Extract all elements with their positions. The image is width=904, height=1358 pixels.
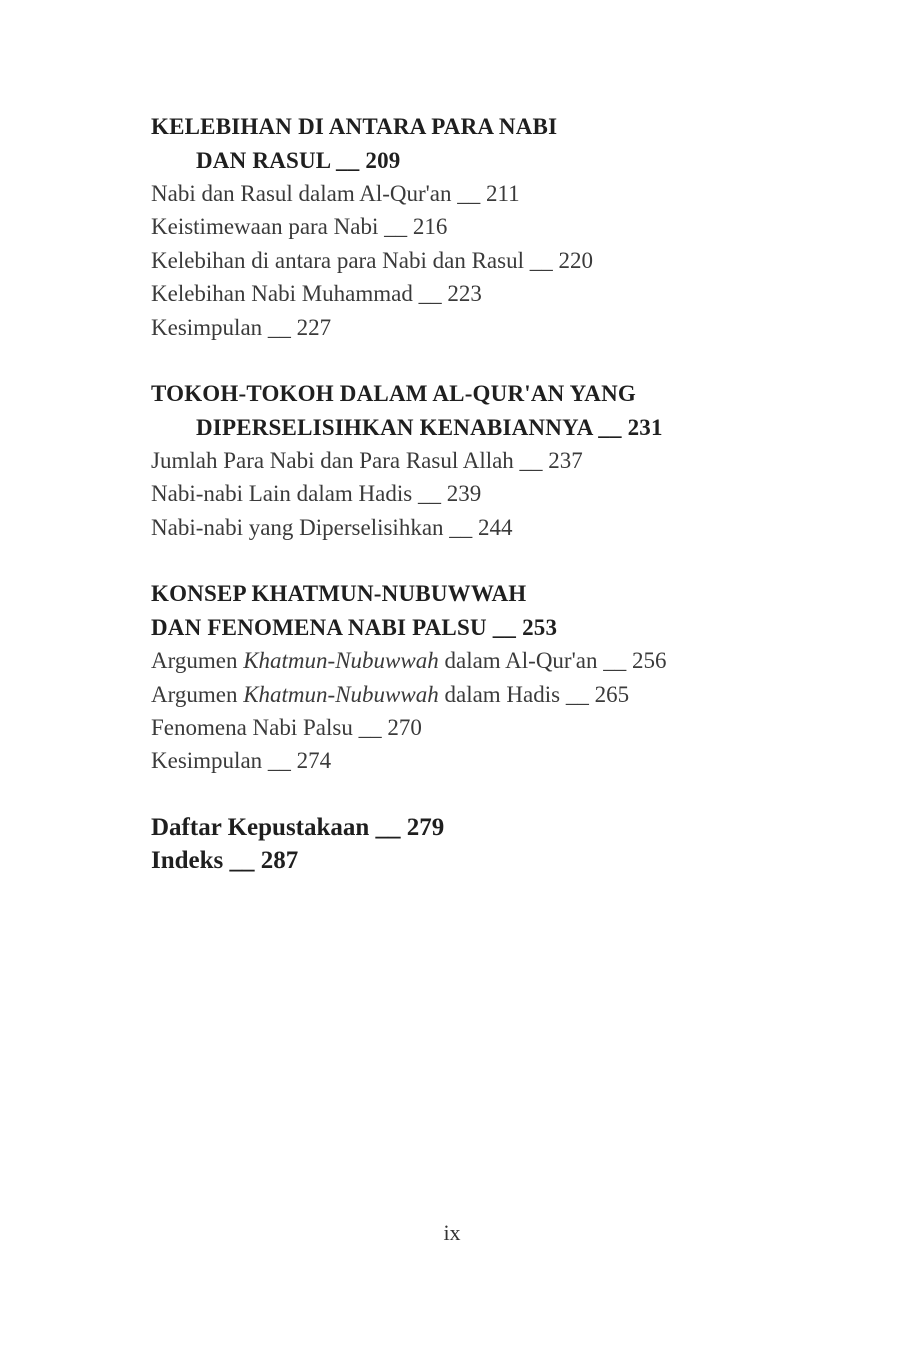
toc-entry: Keistimewaan para Nabi __ 216 xyxy=(151,214,448,240)
entry-text: Argumen xyxy=(151,648,244,674)
toc-entry xyxy=(151,644,851,677)
toc-entry: Kesimpulan __ 227 xyxy=(151,314,332,340)
toc-entry: Nabi-nabi yang Diperselisihkan __ 244 xyxy=(151,514,513,540)
section-heading-line: DIPERSELISIHKAN KENABIANNYA __ 231 xyxy=(196,414,663,440)
toc-entry xyxy=(151,678,851,711)
toc-entry: Jumlah Para Nabi dan Para Rasul Allah __ 237 xyxy=(151,448,583,474)
section-heading-line: DAN FENOMENA NABI PALSU __ 253 xyxy=(151,614,558,640)
section-heading-line: KELEBIHAN DI ANTARA PARA NABI xyxy=(151,114,558,139)
toc-entry: Nabi dan Rasul dalam Al-Qur'an __ 211 xyxy=(151,181,520,206)
section-heading xyxy=(151,577,851,644)
table-of-contents xyxy=(151,110,851,911)
toc-entry-bibliography: Daftar Kepustakaan __ 279 xyxy=(151,813,445,841)
section-heading xyxy=(151,110,851,177)
toc-entry: Fenomena Nabi Palsu __ 270 xyxy=(151,715,422,741)
entry-text: Argumen xyxy=(151,681,244,707)
toc-entry: Kesimpulan __ 274 xyxy=(151,748,332,774)
entry-text: dalam Hadis __ 265 xyxy=(438,681,630,707)
toc-end-matter xyxy=(151,811,851,878)
section-heading-line: TOKOH-TOKOH DALAM AL-QUR'AN YANG xyxy=(151,381,636,407)
section-heading-line: DAN RASUL __ 209 xyxy=(196,147,401,173)
toc-entry-index: Indeks __ 287 xyxy=(151,847,299,875)
page-number: ix xyxy=(443,1220,461,1245)
toc-entry: Kelebihan di antara para Nabi dan Rasul __ 220 xyxy=(151,247,593,273)
entry-italic-term: Khatmun-Nubuwwah xyxy=(243,681,439,707)
section-heading-line: KONSEP KHATMUN-NUBUWWAH xyxy=(151,581,527,607)
entry-italic-term: Khatmun-Nubuwwah xyxy=(243,648,439,674)
toc-section-khatmun xyxy=(151,577,851,778)
toc-section-kelebihan xyxy=(151,110,851,344)
toc-section-tokoh xyxy=(151,377,851,544)
toc-entry: Kelebihan Nabi Muhammad __ 223 xyxy=(151,281,482,307)
toc-entry: Nabi-nabi Lain dalam Hadis __ 239 xyxy=(151,481,482,507)
entry-text: dalam Al-Qur'an __ 256 xyxy=(438,648,667,674)
section-heading xyxy=(151,377,851,444)
